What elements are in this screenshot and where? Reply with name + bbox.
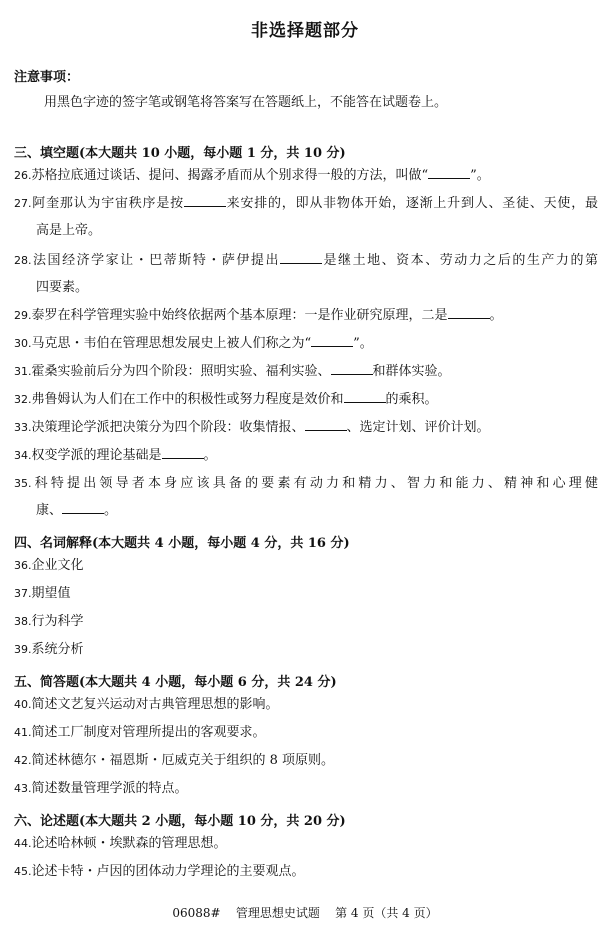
answer-blank — [448, 306, 490, 319]
question-26: 26.苏格拉底通过谈话、提问、揭露矛盾而从个别求得一般的方法，叫做“ ”。 — [14, 168, 490, 183]
section-heading-short-answer: 五、简答题(本大题共 4 小题，每小题 6 分，共 24 分) — [14, 675, 337, 690]
answer-blank — [344, 390, 386, 403]
question-44: 44.论述哈林顿・埃默森的管理思想。 — [14, 836, 227, 851]
section-heading-essay: 六、论述题(本大题共 2 小题，每小题 10 分，共 20 分) — [14, 814, 346, 829]
answer-blank — [184, 194, 226, 207]
answer-blank — [331, 362, 373, 375]
question-42: 42.简述林德尔・福恩斯・厄威克关于组织的 8 项原则。 — [14, 753, 335, 768]
question-27: 27.阿奎那认为宇宙秩序是按 来安排的，即从非物体开始，逐渐上升到人、圣徒、天使，最 — [14, 196, 598, 211]
question-30: 30.马克思・韦伯在管理思想发展史上被人们称之为“ ”。 — [14, 336, 373, 351]
question-36: 36.企业文化 — [14, 558, 84, 573]
question-43: 43.简述数量管理学派的特点。 — [14, 781, 188, 796]
answer-blank — [162, 446, 204, 459]
question-45: 45.论述卡特・卢因的团体动力学理论的主要观点。 — [14, 864, 305, 879]
page-title: 非选择题部分 — [251, 21, 359, 41]
question-27-continuation: 高是上帝。 — [36, 223, 102, 238]
answer-blank — [428, 166, 470, 179]
question-34: 34.权变学派的理论基础是 。 — [14, 448, 217, 463]
answer-blank — [280, 251, 322, 264]
question-31: 31.霍桑实验前后分为四个阶段：照明实验、福利实验、 和群体实验。 — [14, 364, 451, 379]
question-35-continuation: 康、 。 — [36, 503, 118, 518]
answer-blank — [62, 501, 104, 514]
notice-text: 用黑色字迹的签字笔或钢笔将答案写在答题纸上，不能答在试题卷上。 — [44, 95, 448, 110]
notice-heading: 注意事项： — [14, 70, 80, 85]
question-41: 41.简述工厂制度对管理所提出的客观要求。 — [14, 725, 266, 740]
question-28-continuation: 四要素。 — [36, 280, 89, 295]
question-39: 39.系统分析 — [14, 642, 84, 657]
section-heading-terms: 四、名词解释(本大题共 4 小题，每小题 4 分，共 16 分) — [14, 536, 350, 551]
page-footer: 06088# 管理思想史试题 第 4 页（共 4 页） — [172, 906, 438, 920]
question-33: 33.决策理论学派把决策分为四个阶段：收集情报、 、选定计划、评价计划。 — [14, 420, 490, 435]
question-40: 40.简述文艺复兴运动对古典管理思想的影响。 — [14, 697, 279, 712]
question-38: 38.行为科学 — [14, 614, 84, 629]
section-heading-fill-in: 三、填空题(本大题共 10 小题，每小题 1 分，共 10 分) — [14, 146, 346, 161]
question-32: 32.弗鲁姆认为人们在工作中的积极性或努力程度是效价和 的乘积。 — [14, 392, 438, 407]
answer-blank — [305, 418, 347, 431]
question-28: 28.法国经济学家让・巴蒂斯特・萨伊提出 是继土地、资本、劳动力之后的生产力的第 — [14, 253, 598, 268]
answer-blank — [311, 334, 353, 347]
question-35: 35.科特提出领导者本身应该具备的要素有动力和精力、智力和能力、精神和心理健 — [14, 476, 598, 491]
question-29: 29.泰罗在科学管理实验中始终依据两个基本原理：一是作业研究原理，二是 。 — [14, 308, 503, 323]
question-37: 37.期望值 — [14, 586, 71, 601]
